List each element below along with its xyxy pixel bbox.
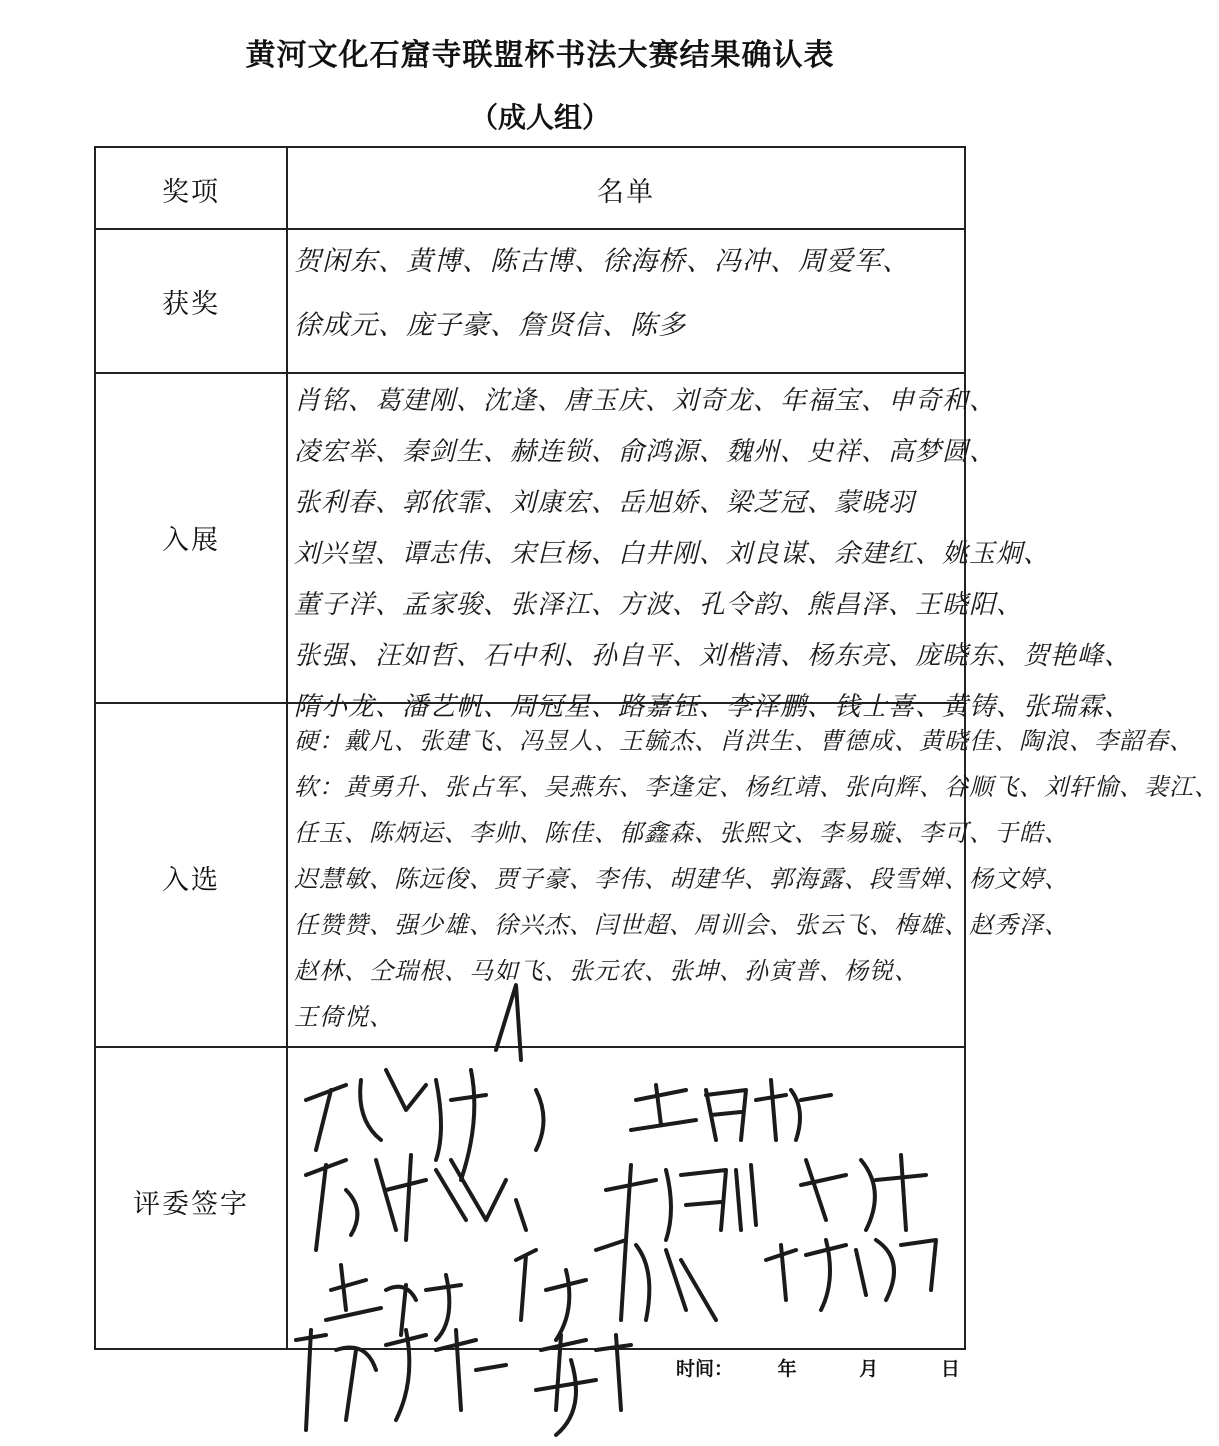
judge-signature: [306, 1155, 526, 1250]
exhibit-line: 肖铭、葛建刚、沈逢、唐玉庆、刘奇龙、年福宝、申奇和、: [294, 386, 997, 416]
page-subtitle: （成人组）: [469, 101, 610, 134]
time-label: 时间：: [676, 1358, 734, 1380]
judge-signature: [766, 1240, 936, 1310]
header-names-label: 名单: [597, 177, 655, 208]
month-label: 月: [859, 1358, 879, 1380]
selected-line: 任玉、陈炳运、李帅、陈佳、郁鑫森、张熙文、李易璇、李可、于皓、: [294, 819, 1069, 847]
judge-signature: [296, 1330, 506, 1430]
judge-signature: [536, 1335, 631, 1435]
selected-line: 赵林、仝瑞根、马如飞、张元农、张坤、孙寅普、杨锐、: [294, 957, 919, 985]
exhibit-line: 张强、汪如哲、石中利、孙自平、刘楷清、杨东亮、庞晓东、贺艳峰、: [294, 641, 1132, 671]
judge-signature: [516, 1240, 716, 1340]
day-label: 日: [940, 1358, 960, 1380]
exhibit-line: 隋小龙、潘艺帆、周冠星、路嘉钰、李泽鹏、钱士喜、黄铸、张瑞霖、: [294, 692, 1132, 722]
awards-line: 徐成元、庞子豪、詹贤信、陈多: [294, 310, 686, 341]
judge-signature: [326, 1265, 461, 1340]
awards-names: [294, 230, 966, 358]
selected-label: 入选: [162, 865, 220, 896]
awards-line: 贺闲东、黄博、陈古博、徐海桥、冯冲、周爱军、: [294, 246, 910, 277]
selected-line: 硬：戴凡、张建飞、冯昱人、王毓杰、肖洪生、曹德成、黄晓佳、陶浪、李韶春、: [294, 727, 1194, 755]
exhibit-names: [294, 376, 1132, 733]
judge-signature: [631, 1080, 831, 1140]
exhibit-line: 凌宏举、秦剑生、赫连锁、俞鸿源、魏州、史祥、高梦圆、: [294, 437, 997, 467]
awards-label: 获奖: [162, 289, 220, 320]
date-row: [676, 1354, 960, 1381]
header-award-label: 奖项: [162, 177, 220, 208]
judge-signature: [606, 1155, 926, 1240]
selected-line: 王倚悦、: [294, 1003, 394, 1031]
judge-signature: [306, 985, 544, 1180]
selected-line: 任赞赞、强少雄、徐兴杰、闫世超、周训会、张云飞、梅雄、赵秀泽、: [294, 911, 1069, 939]
row-divider-awards: [96, 372, 964, 374]
exhibit-line: 刘兴望、谭志伟、宋巨杨、白井刚、刘良谋、余建红、姚玉炯、: [294, 539, 1051, 569]
exhibit-label: 入展: [162, 525, 220, 556]
exhibit-line: 张利春、郭依霏、刘康宏、岳旭娇、梁芝冠、蒙晓羽: [294, 488, 916, 518]
selected-line: 迟慧敏、陈远俊、贾子豪、李伟、胡建华、郭海露、段雪婵、杨文婷、: [294, 865, 1069, 893]
judges-label: 评委签字: [133, 1189, 249, 1220]
selected-line: 软：黄勇升、张占军、吴燕东、李逢定、杨红靖、张向辉、谷顺飞、刘轩愉、裴江、: [294, 773, 1219, 801]
exhibit-line: 董子洋、孟家骏、张泽江、方波、孔令韵、熊昌泽、王晓阳、: [294, 590, 1024, 620]
year-label: 年: [777, 1358, 797, 1380]
page-title: 黄河文化石窟寺联盟杯书法大赛结果确认表: [245, 38, 835, 73]
